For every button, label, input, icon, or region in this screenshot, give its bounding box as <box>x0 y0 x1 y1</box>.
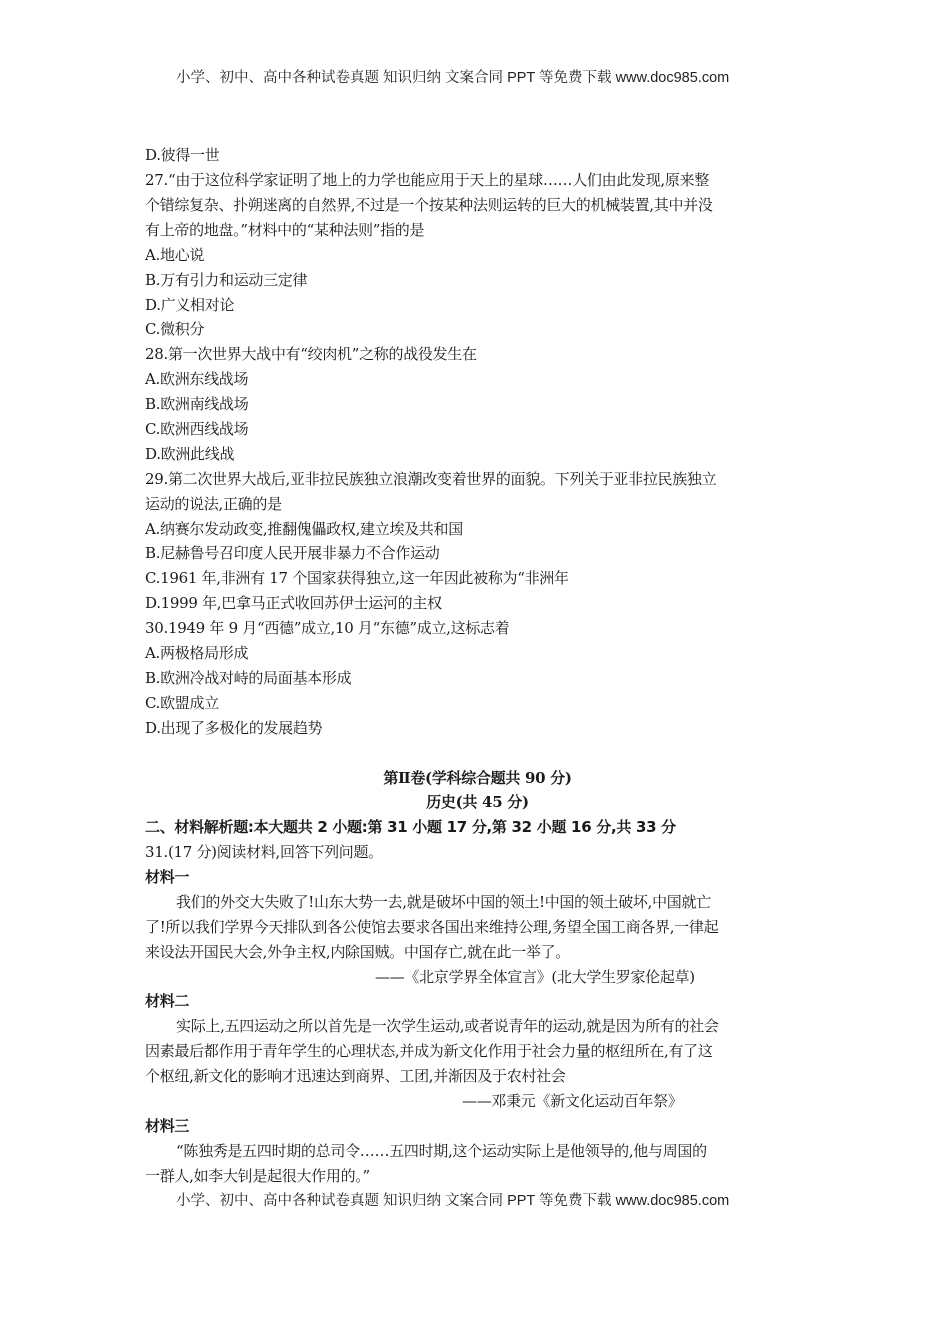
material-1-line: 来设法开国民大会,外争主权,内除国贼。中国存亡,就在此一举了。 <box>145 943 571 961</box>
q29-stem-line: 运动的说法,正确的是 <box>145 495 282 513</box>
part2-title: 第Ⅱ卷(学科综合题共 90 分) <box>383 769 572 787</box>
material-3-line: “陈独秀是五四时期的总司令……五四时期,这个运动实际上是他领导的,他与周国的 <box>176 1142 707 1160</box>
part2-subtitle: 历史(共 45 分) <box>426 793 529 811</box>
q27-stem-line: 个错综复杂、扑朔迷离的自然界,不过是一个按某种法则运转的巨大的机械装置,其中并没 <box>145 196 713 214</box>
q29-option-c: C.1961 年,非洲有 17 个国家获得独立,这一年因此被称为“非洲年 <box>145 569 569 587</box>
material-1-line: 我们的外交大失败了!山东大势一去,就是破坏中国的领土!中国的领土破坏,中国就亡 <box>176 893 711 911</box>
q27-stem-line: 有上帝的地盘。”材料中的“某种法则”指的是 <box>145 221 425 239</box>
q28-option-b: B.欧洲南线战场 <box>145 395 249 413</box>
q28-option-d: D.欧洲此线战 <box>145 445 235 463</box>
q30-option-d: D.出现了多极化的发展趋势 <box>145 719 323 737</box>
q28-stem: 28.第一次世界大战中有“绞肉机”之称的战役发生在 <box>145 345 477 363</box>
header-banner: 小学、初中、高中各种试卷真题 知识归纳 文案合同 PPT 等免费下载 www.doc985.com <box>176 70 730 86</box>
material-3-label: 材料三 <box>145 1117 190 1135</box>
material-1-line: 了!所以我们学界今天排队到各公使馆去要求各国出来维持公理,务望全国工商各界,一律起 <box>145 918 719 936</box>
section-heading: 二、材料解析题:本大题共 2 小题:第 31 小题 17 分,第 32 小题 16 分,共 33 分 <box>145 818 676 836</box>
q31-stem: 31.(17 分)阅读材料,回答下列问题。 <box>145 843 383 861</box>
q27-option-b: B.万有引力和运动三定律 <box>145 271 308 289</box>
q28-option-c: C.欧洲西线战场 <box>145 420 249 438</box>
q29-option-d: D.1999 年,巴拿马正式收回苏伊士运河的主权 <box>145 594 442 612</box>
material-2-source: ——邓秉元《新文化运动百年祭》 <box>462 1092 683 1110</box>
q29-stem-line: 29.第二次世界大战后,亚非拉民族独立浪潮改变着世界的面貌。下列关于亚非拉民族独立 <box>145 470 717 488</box>
material-2-line: 因素最后都作用于青年学生的心理状态,并成为新文化作用于社会力量的枢纽所在,有了这 <box>145 1042 713 1060</box>
material-2-line: 实际上,五四运动之所以首先是一次学生运动,或者说青年的运动,就是因为所有的社会 <box>176 1017 719 1035</box>
q26-option-d: D.彼得一世 <box>145 146 220 164</box>
q27-option-c: C.微积分 <box>145 320 205 338</box>
q27-stem-line: 27.“由于这位科学家证明了地上的力学也能应用于天上的星球……人们由此发现,原来整 <box>145 171 709 189</box>
q30-stem: 30.1949 年 9 月“西德”成立,10 月“东德”成立,这标志着 <box>145 619 510 637</box>
material-1-source: ——《北京学界全体宣言》(北大学生罗家伦起草) <box>375 968 695 986</box>
q28-option-a: A.欧洲东线战场 <box>145 370 249 388</box>
footer-banner: 小学、初中、高中各种试卷真题 知识归纳 文案合同 PPT 等免费下载 www.doc985.com <box>176 1193 730 1209</box>
q30-option-a: A.两极格局形成 <box>145 644 249 662</box>
material-2-label: 材料二 <box>145 992 190 1010</box>
q27-option-d: D.广义相对论 <box>145 296 235 314</box>
q27-option-a: A.地心说 <box>145 246 205 264</box>
q29-option-b: B.尼赫鲁号召印度人民开展非暴力不合作运动 <box>145 544 440 562</box>
material-1-label: 材料一 <box>145 868 190 886</box>
q30-option-b: B.欧洲冷战对峙的局面基本形成 <box>145 669 352 687</box>
q30-option-c: C.欧盟成立 <box>145 694 219 712</box>
material-3-line: 一群人,如李大钊是起很大作用的。” <box>145 1167 370 1185</box>
q29-option-a: A.纳赛尔发动政变,推翻傀儡政权,建立埃及共和国 <box>145 520 463 538</box>
material-2-line: 个枢纽,新文化的影响才迅速达到商界、工团,并渐因及于农村社会 <box>145 1067 566 1085</box>
